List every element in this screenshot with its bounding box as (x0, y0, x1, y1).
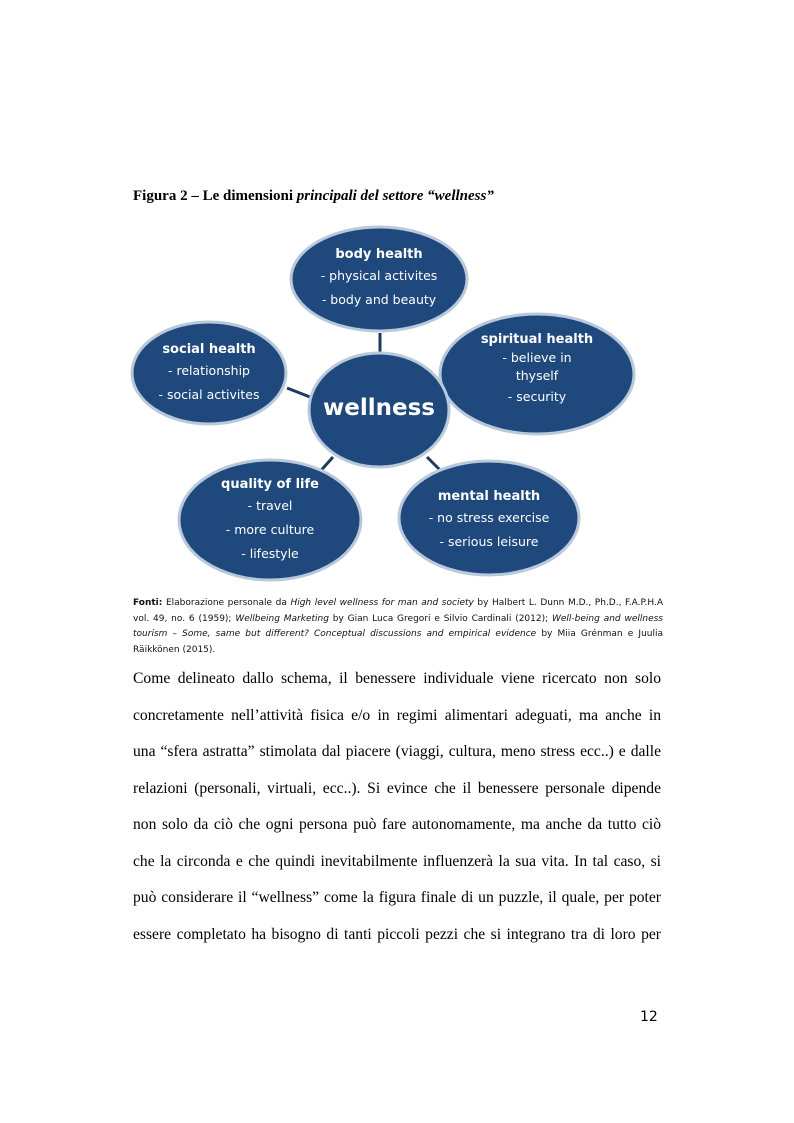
spiritual-health-title: spiritual health (480, 332, 594, 347)
mental-health-node (399, 484, 579, 558)
source-text: by Miia Grénman e Juulia Räikkönen (2015). (133, 629, 664, 655)
mental-health-item: - serious leisure (439, 534, 539, 549)
paragraph-line: non solo da ciò che ogni persona può fare autonomamente, ma anche da tutto ciò (133, 816, 661, 833)
mental-health-title: mental health (437, 489, 541, 504)
source-text: by Halbert L. Dunn M.D., Ph.D., F.A.P.H.A vol. 49, no. 6 (1959); (133, 598, 663, 624)
spiritual-health-item: thyself (515, 368, 559, 383)
body-paragraph (133, 661, 661, 953)
connector-social (287, 388, 310, 397)
quality-of-life-item: - lifestyle (241, 546, 299, 561)
figure-label: Figura 2 – Le dimensioni (133, 188, 297, 204)
figure-source-note (133, 596, 663, 658)
page-number: 12 (640, 1009, 658, 1025)
figure-title-italic: principali del settore “wellness” (296, 188, 494, 204)
source-text: by Gian Luca Gregori e Silvio Cardinali (2012); (328, 613, 552, 624)
social-health-title: social health (162, 342, 256, 357)
social-health-item: - relationship (168, 363, 250, 378)
social-health-item: - social activites (158, 387, 260, 402)
body-health-title: body health (335, 247, 423, 262)
paragraph-line: concretamente nell’attività fisica e/o in regimi alimentari adeguati, ma anche in (133, 706, 661, 724)
source-title-2: Wellbeing Marketing (235, 613, 329, 624)
paragraph-line: Come delineato dallo schema, il benessere individuale viene ricercato non solo (133, 670, 661, 687)
mental-health-item: - no stress exercise (428, 510, 550, 525)
body-health-node (291, 240, 467, 318)
spiritual-health-item: - believe in (502, 350, 572, 365)
paragraph-line: essere completato ha bisogno di tanti piccoli pezzi che si integrano tra di loro per (133, 925, 661, 943)
social-health-node (132, 336, 286, 412)
source-title-3: Well-being and wellness tourism – Some, same but different? Conceptual discussions and empirical evidence (133, 613, 663, 639)
quality-of-life-title: quality of life (221, 477, 319, 492)
paragraph-line: relazioni (personali, virtuali, ecc..). Si evince che il benessere personale dipende (133, 779, 661, 797)
quality-of-life-item: - travel (247, 498, 293, 513)
source-title-1: High level wellness for man and society (290, 598, 474, 608)
quality-of-life-item: - more culture (225, 522, 315, 537)
body-health-item: - body and beauty (321, 292, 437, 307)
source-text: Elaborazione personale da (162, 598, 291, 608)
source-label: Fonti: (133, 598, 163, 608)
paragraph-line: una “sfera astratta” stimolata dal piacere (viaggi, cultura, meno stress ecc..) e dalle (133, 743, 661, 760)
wellness-center-label: wellness (323, 395, 435, 421)
paragraph-line: che la circonda e che quindi inevitabilmente influenzerà la sua vita. In tal caso, si (133, 852, 661, 870)
body-health-item: - physical activites (320, 268, 438, 283)
quality-of-life-node (179, 472, 361, 570)
spiritual-health-item: - security (507, 389, 567, 404)
paragraph-line: può considerare il “wellness” come la figura finale di un puzzle, il quale, per poter (133, 889, 661, 906)
spiritual-health-node (440, 320, 634, 420)
